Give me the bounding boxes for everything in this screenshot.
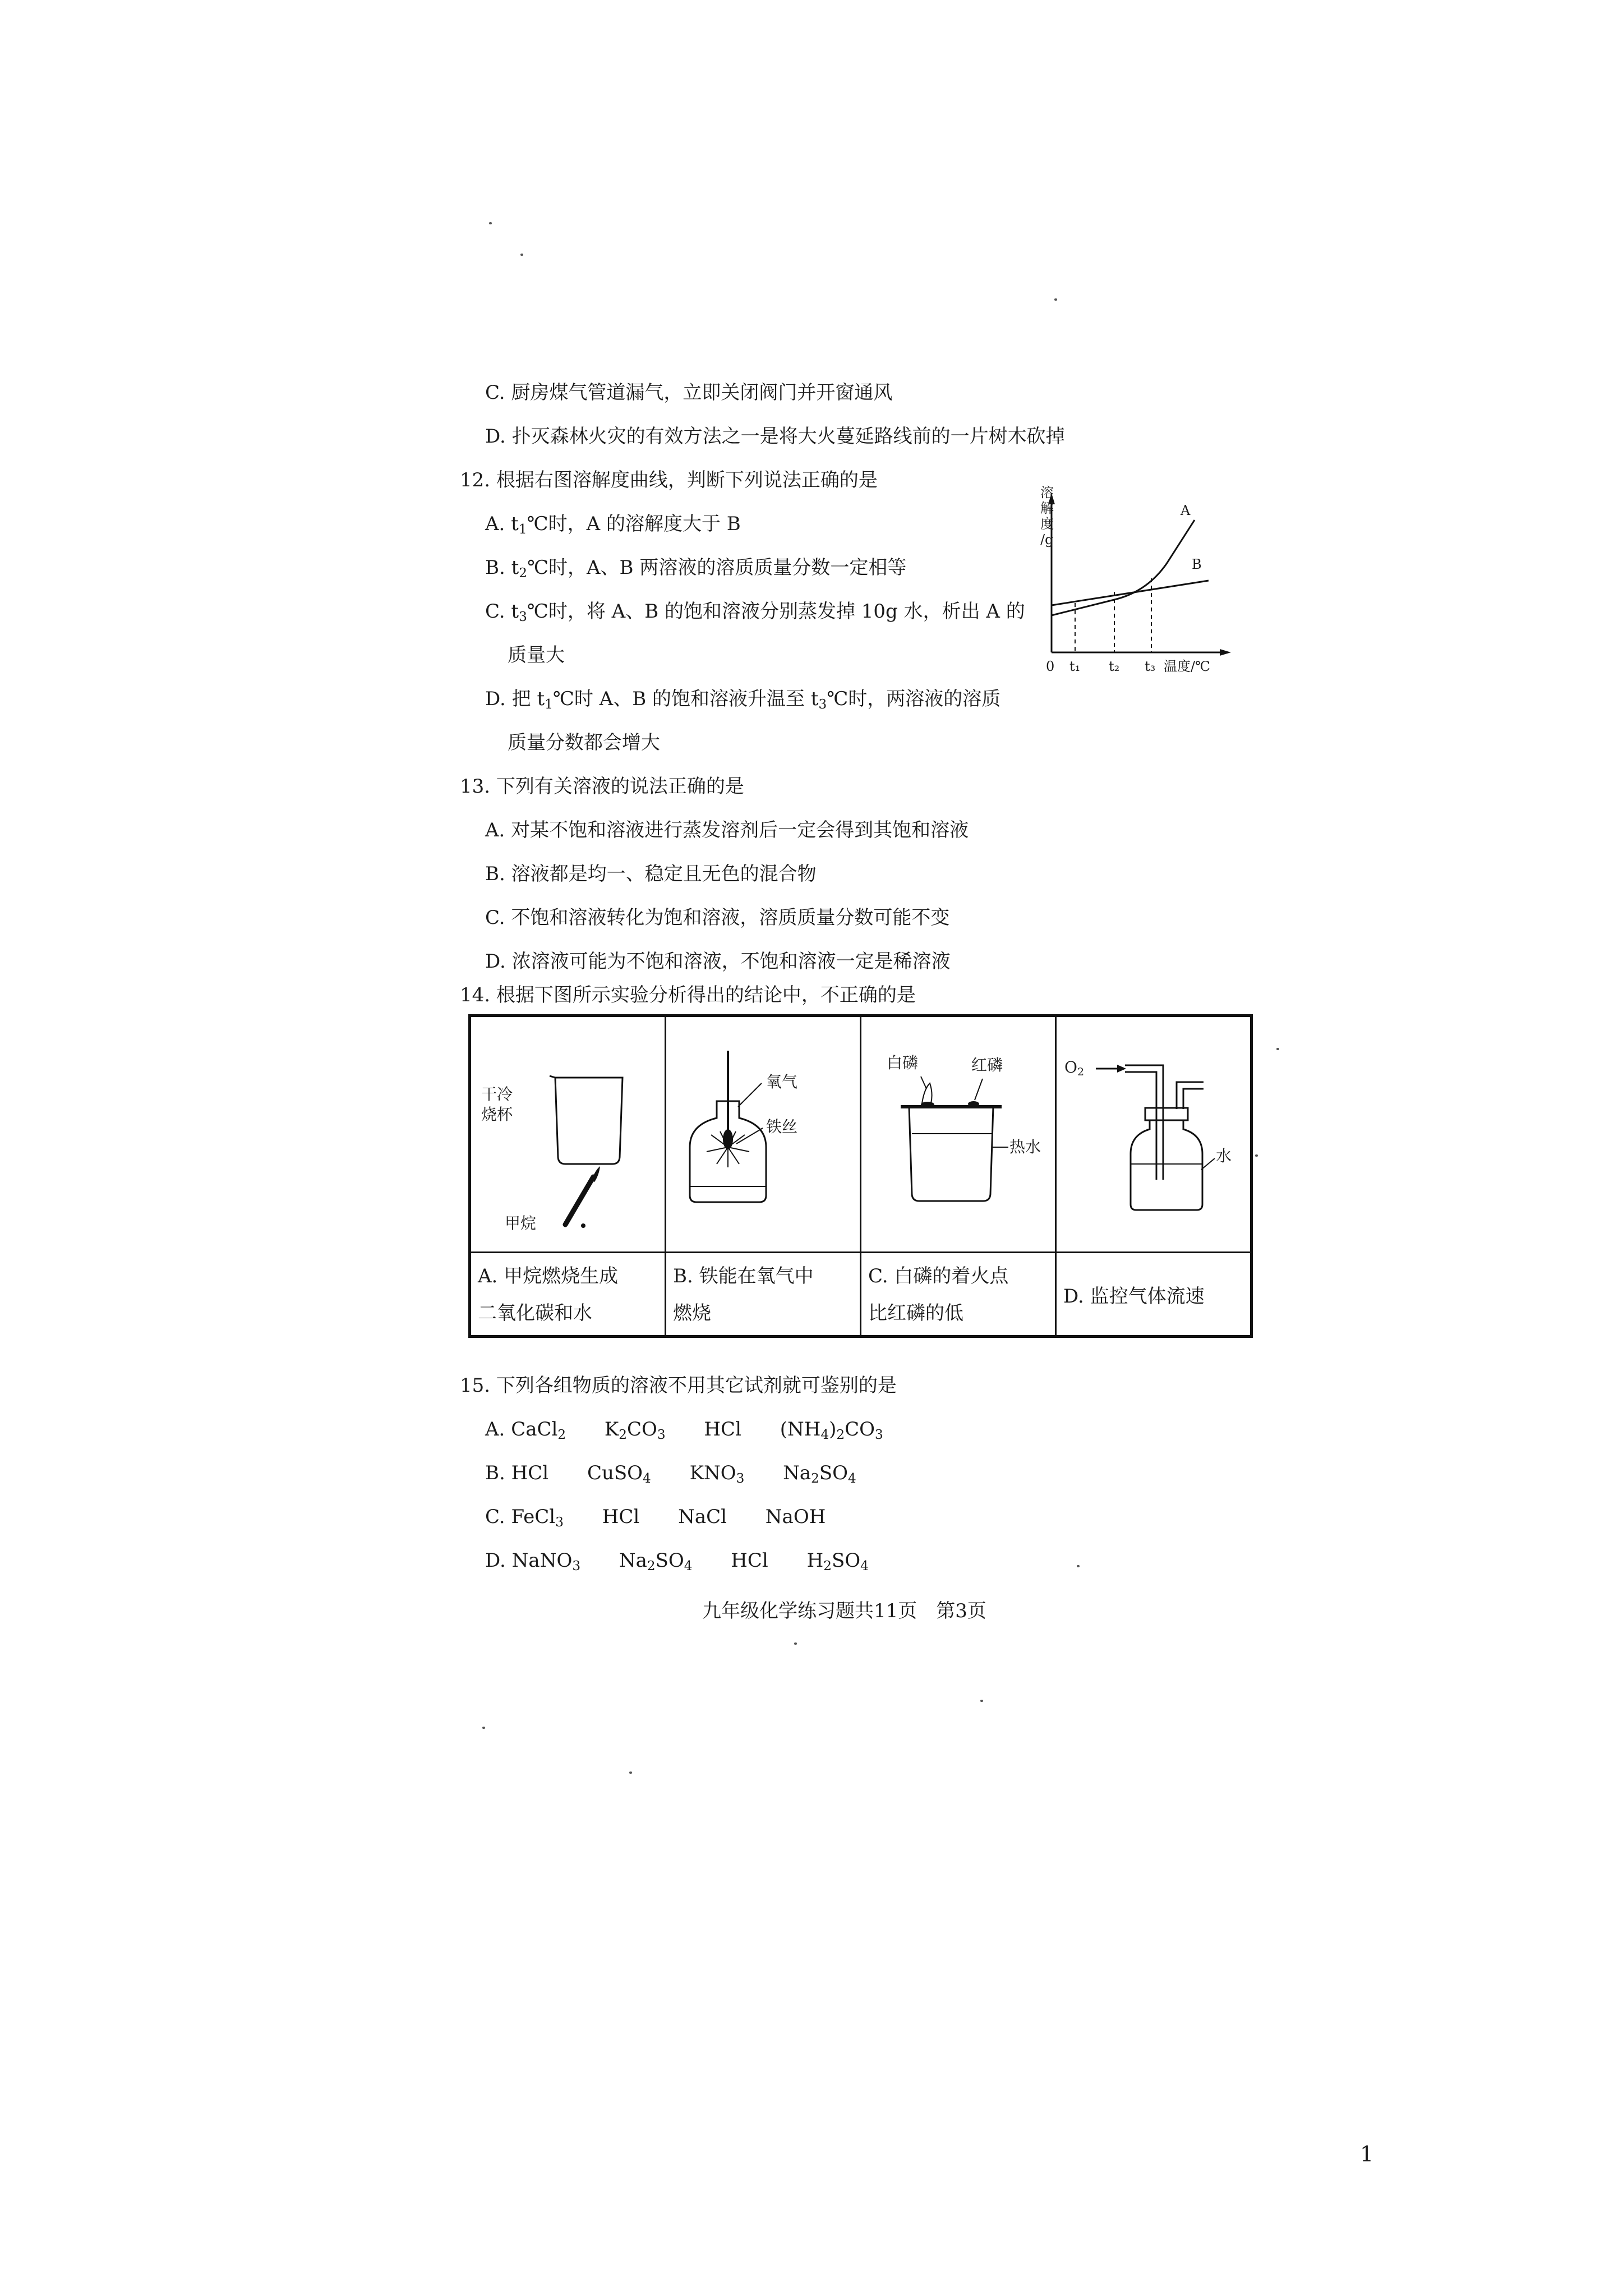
q12-option-d-continued: 质量分数都会增大 (508, 731, 660, 754)
caption-c: C. 白磷的着火点 比红磷的低 (861, 1253, 1056, 1337)
outlet-tube (1177, 1082, 1204, 1109)
scan-speck (794, 1642, 797, 1645)
q11-option-d: D. 扑灭森林火灾的有效方法之一是将大火蔓延路线前的一片树木砍掉 (485, 425, 1065, 448)
label-methane: 甲烷 (505, 1214, 537, 1232)
label-hot-water: 热水 (1009, 1138, 1041, 1156)
q12-option-d: D. 把 $t_1℃$时 A、B 的饱和溶液升温至 $t_3℃$时，两溶液的溶质 (485, 688, 1001, 712)
q12-option-c: C. $t_3℃$时，将 A、B 的饱和溶液分别蒸发掉 10g 水，析出 A 的 (485, 600, 1025, 624)
red-p-pointer (975, 1079, 983, 1100)
scan-speck (1276, 1048, 1279, 1050)
iron-wire-coil (723, 1129, 733, 1149)
q11-option-c: C. 厨房煤气管道漏气，立即关闭阀门并开窗通风 (485, 381, 893, 404)
scan-speck (520, 254, 523, 256)
scan-speck (489, 222, 492, 224)
cold-beaker-shape (555, 1078, 623, 1164)
q13-option-b: B. 溶液都是均一、稳定且无色的混合物 (485, 863, 817, 885)
q12-option-a: A. $t_1℃$时，A 的溶解度大于 B (485, 513, 741, 537)
curve-b-label: B (1192, 556, 1202, 572)
label-oxygen: 氧气 (766, 1073, 798, 1091)
label-o2: $O_2$ (1064, 1058, 1085, 1078)
experiment-table (468, 1014, 1253, 1338)
q12-stem: 12. 根据右图溶解度曲线，判断下列说法正确的是 (460, 469, 878, 491)
iron-pointer (736, 1128, 763, 1144)
label-gan-leng: 干冷 (481, 1085, 513, 1103)
q12-option-c-continued: 质量大 (508, 644, 565, 666)
q15-option-b: B. HCl CuSO$_4$ $KNO_3$ $Na_2SO_4$ (485, 1462, 856, 1486)
scan-speck (1054, 298, 1057, 301)
washing-bottle (1131, 1120, 1202, 1210)
solubility-curve-figure (1040, 485, 1242, 698)
ylabel-char-3: 度 (1040, 516, 1054, 532)
q13-option-d: D. 浓溶液可能为不饱和溶液，不饱和溶液一定是稀溶液 (485, 950, 951, 973)
label-iron-wire: 铁丝 (766, 1117, 798, 1136)
page-number: 1 (1360, 2142, 1374, 2166)
q15-option-c: C. FeCl$_3$ HCl NaCl NaOH (485, 1506, 826, 1530)
beaker-hot-water (909, 1107, 993, 1201)
q15-option-a: A. CaCl$_2$ $K_2CO_3$ HCl $(NH_4)_2CO_3$ (485, 1418, 883, 1442)
methane-tube (565, 1177, 593, 1225)
q14-stem: 14. 根据下图所示实验分析得出的结论中，不正确的是 (460, 984, 916, 1006)
ylabel-char-1: 溶 (1040, 485, 1054, 500)
q13-option-c: C. 不饱和溶液转化为饱和溶液，溶质质量分数可能不变 (485, 907, 950, 929)
figure-b-iron-wire (666, 1016, 861, 1253)
ylabel-char-4: /g (1040, 532, 1054, 547)
speck (581, 1223, 585, 1228)
q15-option-d: D. NaNO$_3$ $Na_2SO_4$ HCl $H_2SO_4$ (485, 1549, 869, 1573)
figure-c-phosphorus (861, 1016, 1056, 1253)
bottle-stopper (1145, 1108, 1188, 1120)
caption-a: A. 甲烷燃烧生成 二氧化碳和水 (470, 1253, 666, 1337)
x-axis-label: 温度/℃ (1164, 659, 1210, 674)
q13-option-a: A. 对某不饱和溶液进行蒸发溶剂后一定会得到其饱和溶液 (485, 819, 969, 841)
origin-label: 0 (1046, 659, 1055, 674)
t1-label: t₁ (1069, 659, 1081, 674)
figure-a-methane (470, 1016, 666, 1253)
t2-label: t₂ (1109, 659, 1120, 674)
q15-stem: 15. 下列各组物质的溶液不用其它试剂就可鉴别的是 (460, 1374, 897, 1397)
curve-b (1052, 581, 1209, 605)
white-p-flame (922, 1083, 932, 1103)
water-pointer (1201, 1158, 1215, 1170)
scan-speck (1077, 1565, 1080, 1567)
scan-speck (629, 1772, 632, 1774)
q13-stem: 13. 下列有关溶液的说法正确的是 (460, 775, 744, 798)
label-white-p: 白磷 (887, 1053, 919, 1072)
white-p-pointer (921, 1076, 926, 1089)
caption-d: D. 监控气体流速 (1056, 1253, 1252, 1337)
figure-d-gas-bottle (1056, 1016, 1252, 1253)
caption-b: B. 铁能在氧气中 燃烧 (666, 1253, 861, 1337)
label-water: 水 (1216, 1147, 1232, 1165)
methane-flame (591, 1166, 600, 1182)
label-red-p: 红磷 (971, 1056, 1003, 1074)
curve-a-label: A (1181, 503, 1191, 518)
x-axis-arrow (1220, 649, 1231, 656)
scan-speck (1255, 1154, 1258, 1157)
beaker-lip (550, 1076, 555, 1078)
page-footer: 九年级化学练习题共11页 第3页 (702, 1600, 986, 1622)
ylabel-char-2: 解 (1040, 500, 1054, 516)
oxygen-pointer (738, 1083, 762, 1107)
q12-option-b: B. $t_2℃$时，A、B 两溶液的溶质质量分数一定相等 (485, 556, 907, 581)
scan-speck (980, 1700, 983, 1702)
label-shao-bei: 烧杯 (481, 1105, 513, 1124)
white-p (921, 1102, 934, 1107)
red-p (968, 1101, 979, 1107)
o2-arrow-head (1117, 1065, 1126, 1073)
scan-speck (482, 1727, 485, 1729)
t3-label: t₃ (1145, 659, 1156, 674)
